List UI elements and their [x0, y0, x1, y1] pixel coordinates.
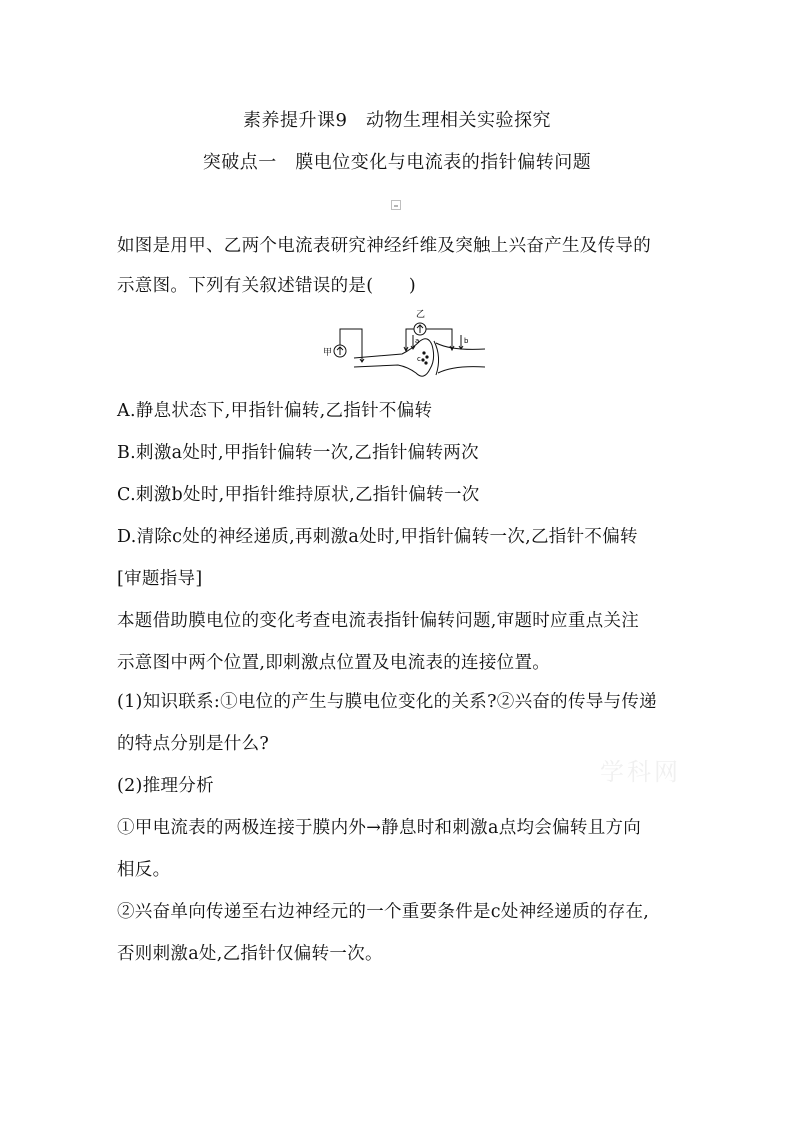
page-title: 素养提升课9 动物生理相关实验探究 [243, 110, 551, 131]
section-subtitle: 突破点一 膜电位变化与电流表的指针偏转问题 [202, 152, 592, 173]
vesicle-icon [422, 351, 425, 354]
guide-knowledge-line-2: 的特点分别是什么? [117, 734, 270, 754]
label-yi: 乙 [416, 310, 426, 320]
question-stem-line-1: 如图是用甲、乙两个电流表研究神经纤维及突触上兴奋产生及传导的 [117, 236, 651, 256]
question-stem-line-2: 示意图。下列有关叙述错误的是( ) [117, 276, 417, 296]
nerve-fiber-synapse-diagram [320, 305, 485, 383]
guide-reasoning-1-line-1: ①甲电流表的两极连接于膜内外→静息时和刺激a点均会偏转且方向 [117, 818, 642, 838]
guide-reasoning-1-line-2: 相反。 [117, 860, 171, 880]
label-b: b [464, 337, 469, 345]
option-d: D.清除c处的神经递质,再刺激a处时,甲指针偏转一次,乙指针不偏转 [117, 527, 638, 547]
guide-knowledge-line-1: (1)知识联系:①电位的产生与膜电位变化的关系?②兴奋的传导与传递 [117, 692, 657, 712]
label-c: c [417, 355, 421, 363]
label-a: a [415, 337, 420, 345]
guide-reasoning-heading: (2)推理分析 [117, 776, 214, 796]
guide-intro-line-1: 本题借助膜电位的变化考查电流表指针偏转问题,审题时应重点关注 [117, 611, 640, 631]
guide-reasoning-2-line-2: 否则刺激a处,乙指针仅偏转一次。 [117, 944, 383, 964]
guide-heading: [审题指导] [117, 569, 203, 589]
option-b: B.刺激a处时,甲指针偏转一次,乙指针偏转两次 [117, 443, 479, 463]
guide-reasoning-2-line-1: ②兴奋单向传递至右边神经元的一个重要条件是c处神经递质的存在, [117, 902, 650, 922]
option-a: A.静息状态下,甲指针偏转,乙指针不偏转 [117, 401, 433, 421]
watermark: 学科网 [600, 758, 681, 786]
label-jia: 甲 [323, 348, 333, 358]
option-c: C.刺激b处时,甲指针维持原状,乙指针偏转一次 [117, 485, 480, 505]
guide-intro-line-2: 示意图中两个位置,即刺激点位置及电流表的连接位置。 [117, 653, 551, 673]
broken-image-icon [391, 200, 401, 210]
